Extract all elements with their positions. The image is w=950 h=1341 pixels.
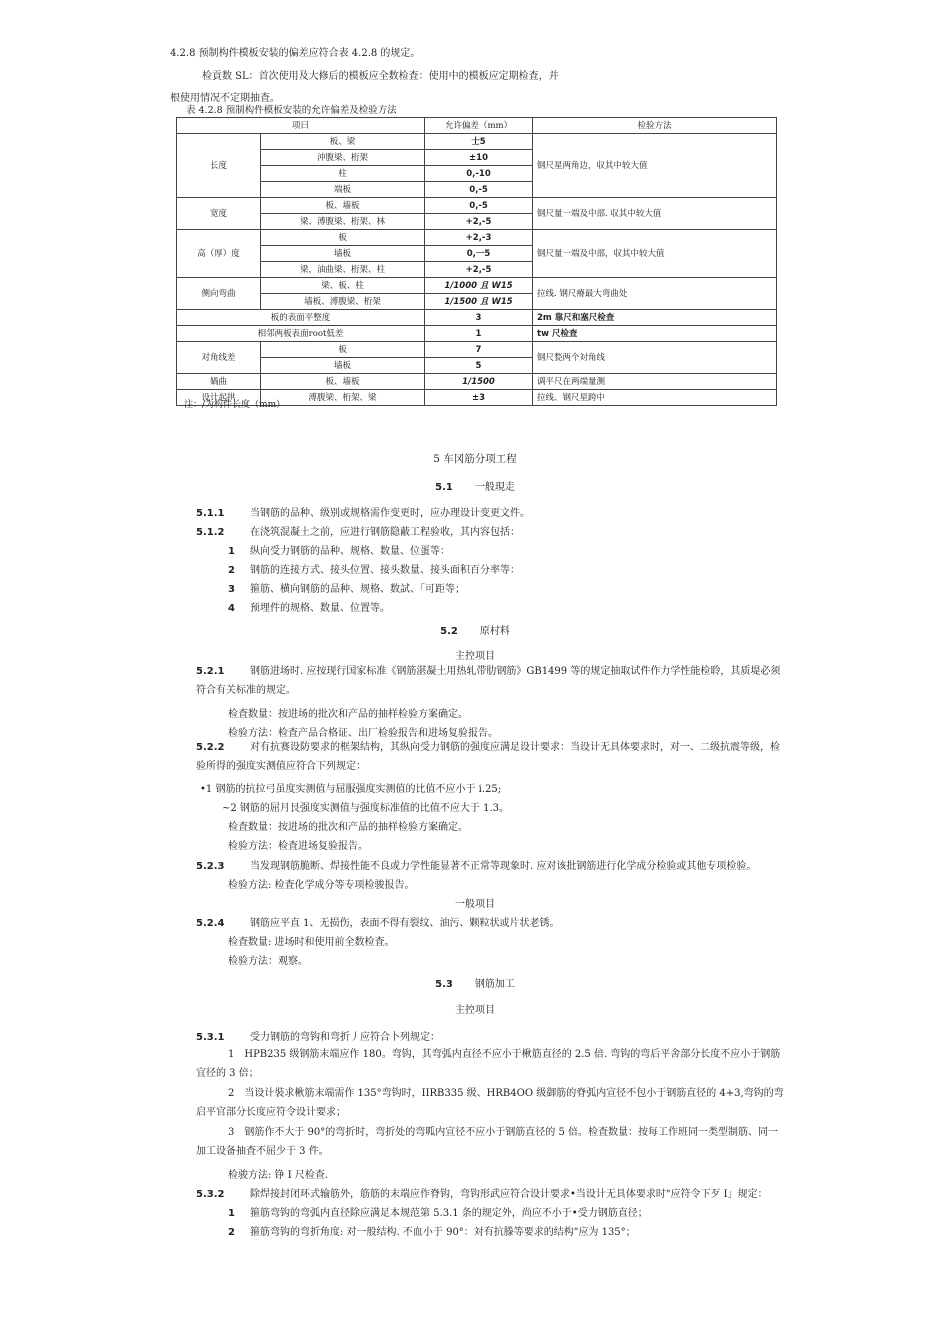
section-number: 5.2 <box>440 626 458 637</box>
inspection-quantity: 检査数量：按进场的批次和产品的抽样检验方案确定。 <box>228 709 468 720</box>
row-tolerance: 1/1000 且 W15 <box>425 278 533 294</box>
requirement-2: ~2 钢筋的屈月艮强度实测值与强度标准值的比值不应大于 1.3。 <box>222 803 510 814</box>
clause-text: 受力钢筋的弯钩和弯折丿应符合卜列规定： <box>250 1032 440 1043</box>
inspection-method: 检验方法: 检査化学成分等专项检骏报告。 <box>228 880 415 891</box>
row-item: 溥腹梁、桁架、梁 <box>261 390 425 406</box>
clause-text: 当钢筋的品种、级别或规格需作变更时，应办理设计变更文件。 <box>250 508 530 519</box>
row-item: 板、墙板 <box>261 374 425 390</box>
row-item: 墙板、溥腹梁、桁架 <box>261 294 425 310</box>
subheading-main-items: 主控项目 <box>455 651 495 662</box>
table-note: 注：/为构件长度（mm） <box>184 400 286 410</box>
section-heading-5-3 <box>0 975 950 990</box>
row-group-label: 宽度 <box>177 198 261 230</box>
row-tolerance: +2,-3 <box>425 230 533 246</box>
requirement-1: •1 钢筋的抗拉弓虽度实测值与屈服强度实测值的比值不应小于 i.25; <box>200 784 502 795</box>
row-tolerance: 0,-10 <box>425 166 533 182</box>
table-row <box>177 342 777 358</box>
section-title: 原村料 <box>479 626 510 637</box>
list-item <box>228 561 520 576</box>
inspection-quantity: 检査数量: 进场时和使用前全数检査。 <box>228 937 395 948</box>
list-number: 3 <box>228 584 235 595</box>
row-method: 钢尺量一端及中部. 収其中较大值 <box>533 198 777 230</box>
row-tolerance: 1 <box>425 326 533 342</box>
section-number: 5.3 <box>435 979 453 990</box>
table-row <box>177 230 777 246</box>
row-item: 墙板 <box>261 358 425 374</box>
row-group-label: 高（厚）度 <box>177 230 261 278</box>
clause-number: 5.3.2 <box>196 1189 225 1200</box>
list-item <box>228 580 465 595</box>
row-group-label: 相邻两板表面root低差 <box>177 326 425 342</box>
row-tolerance: +2,-5 <box>425 214 533 230</box>
list-number: 2 <box>228 1227 235 1238</box>
clause-4-2-8: 4.2.8 预制构件模板安装的偏差应符合表 4.2.8 的规定。 <box>170 48 421 59</box>
list-text: 箍筋弯钩的弯弧内直径除应满足本规范第 5.3.1 条的规定外，尚应不小于•受力钢筋直径； <box>250 1208 648 1219</box>
clause-5-1-2 <box>196 523 520 538</box>
section-title: 一般現走 <box>474 482 515 493</box>
row-tolerance: +2,-5 <box>425 262 533 278</box>
clause-5-2-3 <box>196 857 756 872</box>
row-tolerance: 5 <box>425 358 533 374</box>
row-group-label: 板的表面平整度 <box>177 310 425 326</box>
row-tolerance: 0,-5 <box>425 182 533 198</box>
list-text: 箍筋、横向钢筋的品种、规格、数試、「可距等； <box>250 584 465 595</box>
row-tolerance: ±10 <box>425 150 533 166</box>
row-item: 板、墙板 <box>261 198 425 214</box>
section-number: 5.1 <box>435 482 453 493</box>
clause-number: 5.2.4 <box>196 918 225 929</box>
section-heading-5-1 <box>0 478 950 493</box>
row-tolerance: 士5 <box>425 134 533 150</box>
clause-5-3-1 <box>196 1028 440 1043</box>
list-text: 钢筋的连接方式、接头位置、接头数量、接头面积百分率等： <box>250 565 520 576</box>
row-item: 梁、板、柱 <box>261 278 425 294</box>
row-item: 梁、溥腹梁、桁架、林 <box>261 214 425 230</box>
requirement-1: 1 HPB235 级钢筋末端应作 180。弯钩，其弯弧内直径不应小于楸筋直径的 2.5 倍. 弯钩的弯后平舍部分长度不应小于钢筋宜径的 3 倍； <box>196 1049 781 1079</box>
clause-number: 5.2.3 <box>196 861 225 872</box>
row-tolerance: 0,-5 <box>425 198 533 214</box>
row-item: 墙板 <box>261 246 425 262</box>
clause-text: 钢筋应平直 1、无损伤，表面不得有裂纹、油污、颗粒状或片状老锈。 <box>250 918 560 929</box>
chapter-title: 5 车冈筋分项工程 <box>433 453 517 465</box>
clause-5-2-2 <box>196 738 786 776</box>
clause-text: 钢筋进场时. 应按现行国家标准《钢筋湛凝土用热轧带肋钢筋》GB1499 等的规定抽取试件作力学性能检聆，其质堤必须符合有关标准的规定。 <box>196 666 781 696</box>
row-group-label: 长度 <box>177 134 261 198</box>
clause-5-1-1 <box>196 504 530 519</box>
subheading-main-items: 主控项目 <box>455 1005 495 1016</box>
inspection-method: 检验方法：检査进场复验报告。 <box>228 841 368 852</box>
section-title: 钢筋加工 <box>474 979 515 990</box>
list-item <box>228 599 390 614</box>
clause-number: 5.1.2 <box>196 527 225 538</box>
row-tolerance: 1/1500 <box>425 374 533 390</box>
inspection-method: 检验方法：观察。 <box>228 956 308 967</box>
row-tolerance: ±3 <box>425 390 533 406</box>
list-text: 纵向受力钢筋的品种、规格、数量、位蛋等： <box>250 546 450 557</box>
clause-text: 对有抗赛设防要求的框架结构，其纵向受力钢筋的强度应满足设计要求：当设计无具体要求时，对一、二级抗震等级，检验所得的强度实测值应符合下列规定： <box>196 742 780 772</box>
table-caption: 表 4.2.8 预制构件模板安装的允许偏差及检验方法 <box>186 105 397 116</box>
clause-5-2-4 <box>196 914 560 929</box>
row-item: 板 <box>261 342 425 358</box>
requirement-2: 2 当设计裝求楸筋末端需作 135°弯钩时，IIRB335 级、HRB4OO 级御筋的脊弧内宣径不包小于钢筋直径的 4+3,弯钩的弯启平官部分长度应符令设计要求； <box>196 1088 784 1118</box>
requirement-3: 3 钢筋作不大于 90°的弯折时，弯折处的弯呱内宣径不应小于钢筋直径的 5 倍。检査数量：按每工作班同一类型制筋、同一加工设备抽査不屈少于 3 件。 <box>196 1127 778 1157</box>
inspection-method: 检验方法：检査产品合格证、出厂检验报告和进场复验报告。 <box>228 728 498 739</box>
inspection-quantity: 检査数量：按进场的批次和产品的抽样检验方案确定。 <box>228 822 468 833</box>
row-item: 板 <box>261 230 425 246</box>
clause-5-2-1 <box>196 662 786 700</box>
clause-5-3-2 <box>196 1185 768 1200</box>
list-number: 4 <box>228 603 235 614</box>
row-method: 钢尺量一端及中部，収其中较大值 <box>533 230 777 278</box>
header-tolerance: 允许偏差（mm） <box>425 118 533 134</box>
clause-text: 当发现钢筋脆断、焊接性能不良或力学性能显著不正常等现象时. 应对该批钢筋进行化学成分检验或其他专项检验。 <box>250 861 757 872</box>
row-item: 沖腹梁、桁架 <box>261 150 425 166</box>
table-header-row <box>177 118 777 134</box>
clause-number: 5.3.1 <box>196 1032 225 1043</box>
table-row <box>177 278 777 294</box>
row-method: 钢尺甃两个対角线 <box>533 342 777 374</box>
section-heading-5-2 <box>0 622 950 637</box>
table-row <box>177 134 777 150</box>
row-group-label: 媧曲 <box>177 374 261 390</box>
row-tolerance: 1/1500 且 W15 <box>425 294 533 310</box>
row-method: 钢尺星两角边，収其中较大值 <box>533 134 777 198</box>
clause-text: 在浇筑混凝土之前，应进行钢筋隐蔽工程验收，其内容包括： <box>250 527 520 538</box>
row-group-label: 设计起拱 <box>177 390 261 406</box>
row-item: 梁，油曲梁、桁架、柱 <box>261 262 425 278</box>
inspection-method: 检骏方法: 铮 I 尺检查. <box>228 1170 329 1181</box>
subheading-general-items: 一般项目 <box>455 899 495 910</box>
row-tolerance: 7 <box>425 342 533 358</box>
clause-text: 除焊接封闭环式输筋外，筋筋的末端应作脊钩，弯钩形武应符合设计要求•当设计无具体要求时"应符令下歹 I」规定： <box>250 1189 768 1200</box>
row-method: 拉线、钢尺星跨中 <box>533 390 777 406</box>
list-number: 2 <box>228 565 235 576</box>
list-item <box>228 1204 648 1219</box>
header-item: 项曰 <box>177 118 425 134</box>
row-group-label: 对角线差 <box>177 342 261 374</box>
row-item: 板、梁 <box>261 134 425 150</box>
row-method: 拉线. 钢尺瘠最大弯曲处 <box>533 278 777 310</box>
table-row <box>177 326 777 342</box>
inspection-quantity-cont: 根使用情况不定期抽査。 <box>170 93 280 104</box>
row-group-label: 侧向弯曲 <box>177 278 261 310</box>
list-text: 预埋件的规格、数量、位置等。 <box>250 603 390 614</box>
row-method: 2m 靠尺和塞尺检査 <box>533 310 777 326</box>
row-tolerance: 0,一5 <box>425 246 533 262</box>
table-row <box>177 310 777 326</box>
list-text: 箍筋弯钩的弯折角度: 对一般结构. 不血小于 90°：対有抗滕等要求的结构"应为 135°； <box>250 1227 636 1238</box>
table-row <box>177 374 777 390</box>
row-item: 端板 <box>261 182 425 198</box>
row-item: 柱 <box>261 166 425 182</box>
clause-number: 5.2.2 <box>196 742 225 753</box>
table-row <box>177 198 777 214</box>
clause-number: 5.2.1 <box>196 666 225 677</box>
row-method: 调平尺在两端量测 <box>533 374 777 390</box>
list-item <box>228 1223 636 1238</box>
list-number: 1 <box>228 546 235 557</box>
header-method: 检验方法 <box>533 118 777 134</box>
list-item <box>228 542 450 557</box>
row-tolerance: 3 <box>425 310 533 326</box>
row-method: tw 尺检査 <box>533 326 777 342</box>
tolerance-table <box>176 117 777 406</box>
inspection-quantity: 检貢数 SL：首次使用及大修后的模板应全数检査：使用中的模板应定期检査，并 <box>202 71 559 82</box>
list-number: 1 <box>228 1208 235 1219</box>
clause-number: 5.1.1 <box>196 508 225 519</box>
